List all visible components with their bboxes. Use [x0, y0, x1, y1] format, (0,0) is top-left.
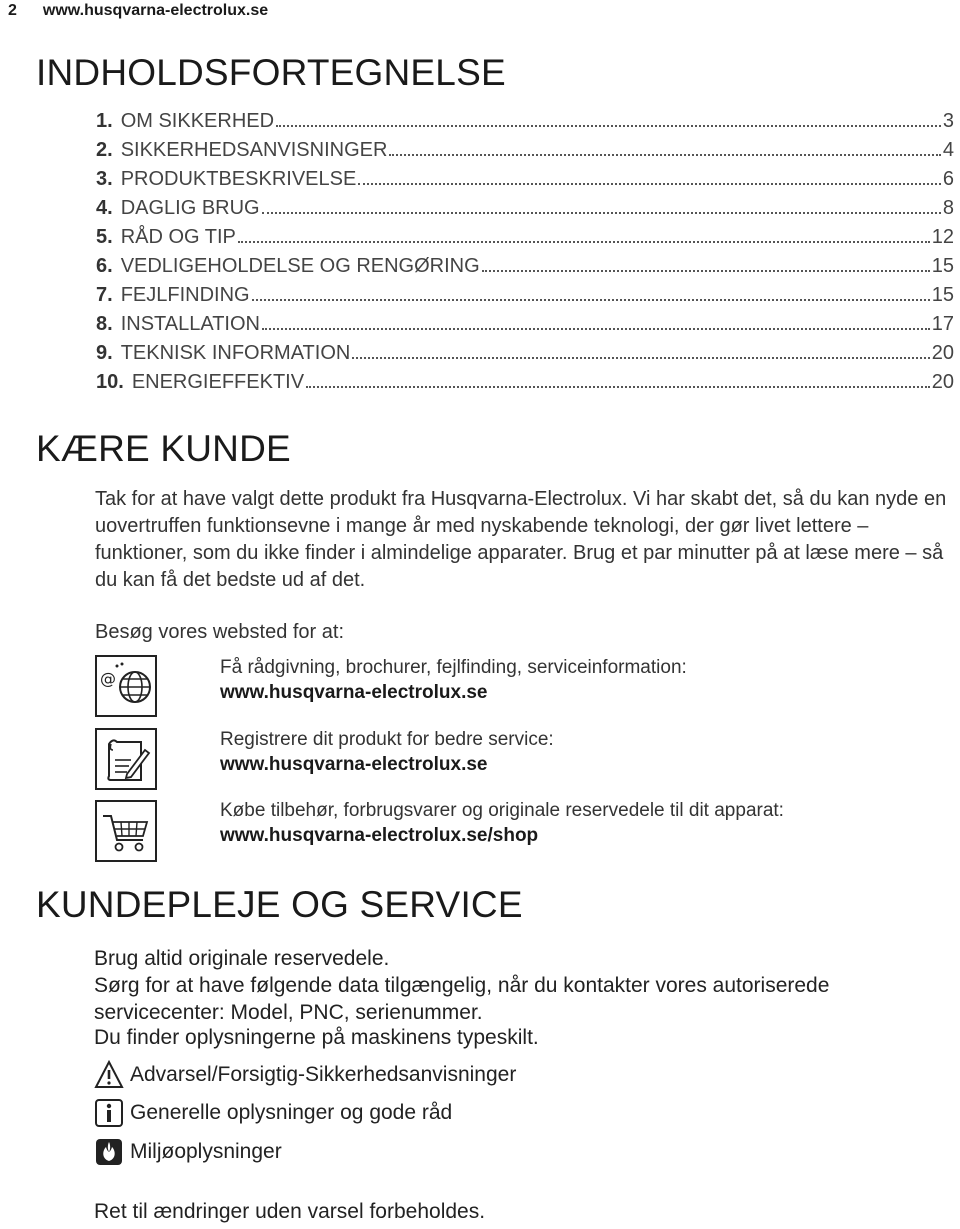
toc-entry-label: DAGLIG BRUG — [120, 197, 260, 219]
toc-leader-dots — [352, 356, 929, 359]
footer-note: Ret til ændringer uden varsel forbeholdes. — [94, 1200, 486, 1223]
toc-entry-page: 6 — [942, 168, 954, 190]
intro-paragraph: Tak for at have valgt dette produkt fra Husqvarna-Electrolux. Vi har skabt det, så du kan nyde en uovertruffen funktionsevne i mange år med nyskabende teknologi, der gør livet lettere – funktioner, som du ikke finder i almindelige apparater. Brug et par minutter på at læse mere – så du kan få det bedste ud af det. — [95, 488, 947, 591]
toc-leader-dots — [262, 327, 930, 330]
toc-leader-dots — [262, 211, 941, 214]
toc-entry-number: 3. — [96, 168, 113, 190]
toc-entry-page: 15 — [931, 255, 954, 277]
toc-entry-page: 17 — [931, 313, 954, 335]
service-line-2: Sørg for at have følgende data tilgængelig, når du kontakter vores autoriserede servicecenter: Model, PNC, serienummer. — [94, 974, 830, 1024]
toc-entry-label: ENERGIEFFEKTIV — [131, 371, 305, 393]
symbol-label-warning: Advarsel/Forsigtig-Sikkerhedsanvisninger — [130, 1063, 517, 1086]
toc-entry-page: 20 — [931, 342, 954, 364]
toc-entry-label: VEDLIGEHOLDELSE OG RENGØRING — [120, 255, 480, 277]
toc-entry-label: FEJLFINDING — [120, 284, 250, 306]
register-document-icon — [95, 728, 157, 790]
link-shop-text: Købe tilbehør, forbrugsvarer og originale reservedele til dit apparat: — [220, 800, 784, 821]
link-register-url[interactable]: www.husqvarna-electrolux.se — [220, 754, 488, 775]
toc-entry[interactable] — [96, 197, 954, 226]
toc-entry-page: 12 — [931, 226, 954, 248]
toc-entry[interactable] — [96, 313, 954, 342]
toc-entry-number: 4. — [96, 197, 113, 219]
toc-entry-page: 15 — [931, 284, 954, 306]
toc-entry[interactable] — [96, 139, 954, 168]
link-shop-url[interactable]: www.husqvarna-electrolux.se/shop — [220, 825, 539, 846]
toc-entry-page: 20 — [931, 371, 954, 393]
toc-leader-dots — [276, 124, 941, 127]
page-number: 2 — [8, 2, 17, 19]
toc-entry[interactable] — [96, 255, 954, 284]
header-url[interactable]: www.husqvarna-electrolux.se — [42, 2, 269, 19]
toc-entry[interactable] — [96, 226, 954, 255]
toc-entry-number: 5. — [96, 226, 113, 248]
dear-customer-title: KÆRE KUNDE — [36, 428, 291, 469]
toc-entry-label: INSTALLATION — [120, 313, 260, 335]
toc-entry-label: RÅD OG TIP — [120, 226, 236, 248]
toc-entry-number: 8. — [96, 313, 113, 335]
toc-entry[interactable] — [96, 168, 954, 197]
info-icon — [94, 1098, 124, 1128]
symbol-row-warning — [94, 1060, 516, 1090]
toc-leader-dots — [389, 153, 940, 156]
service-line-1: Brug altid originale reservedele. — [94, 947, 390, 970]
symbol-label-environment: Miljøoplysninger — [130, 1140, 282, 1163]
toc-entry[interactable] — [96, 284, 954, 313]
toc-title: INDHOLDSFORTEGNELSE — [36, 52, 506, 93]
toc-leader-dots — [252, 298, 930, 301]
toc-entry-number: 10. — [96, 371, 124, 393]
toc-leader-dots — [482, 269, 930, 272]
toc-leader-dots — [306, 385, 930, 388]
warning-triangle-icon — [94, 1060, 124, 1090]
link-register-text: Registrere dit produkt for bedre service: — [220, 729, 554, 750]
environment-icon — [94, 1137, 124, 1167]
toc-leader-dots — [358, 182, 941, 185]
toc-entry-number: 1. — [96, 110, 113, 132]
toc-entry-label: PRODUKTBESKRIVELSE — [120, 168, 357, 190]
toc-entry-page: 4 — [942, 139, 954, 161]
toc-entry-number: 7. — [96, 284, 113, 306]
toc-entry-number: 6. — [96, 255, 113, 277]
toc-entry-page: 3 — [942, 110, 954, 132]
visit-label: Besøg vores websted for at: — [95, 621, 345, 643]
toc-entry-number: 9. — [96, 342, 113, 364]
link-web-url[interactable]: www.husqvarna-electrolux.se — [220, 682, 488, 703]
link-web-text: Få rådgivning, brochurer, fejlfinding, serviceinformation: — [220, 657, 687, 678]
symbol-row-environment — [94, 1137, 282, 1167]
toc-entry-label: OM SIKKERHED — [120, 110, 275, 132]
toc-leader-dots — [238, 240, 930, 243]
page-header — [8, 0, 268, 22]
table-of-contents — [96, 110, 954, 400]
toc-entry[interactable] — [96, 110, 954, 139]
toc-entry[interactable] — [96, 342, 954, 371]
service-title: KUNDEPLEJE OG SERVICE — [36, 884, 523, 925]
web-globe-icon — [95, 655, 157, 717]
toc-entry[interactable] — [96, 371, 954, 400]
toc-entry-page: 8 — [942, 197, 954, 219]
service-line-3: Du finder oplysningerne på maskinens typeskilt. — [94, 1026, 539, 1049]
svg-text:@: @ — [100, 669, 116, 688]
toc-entry-number: 2. — [96, 139, 113, 161]
shopping-cart-icon — [95, 800, 157, 862]
symbol-label-info: Generelle oplysninger og gode råd — [130, 1101, 453, 1124]
toc-entry-label: TEKNISK INFORMATION — [120, 342, 351, 364]
symbol-row-info — [94, 1098, 452, 1128]
toc-entry-label: SIKKERHEDSANVISNINGER — [120, 139, 388, 161]
